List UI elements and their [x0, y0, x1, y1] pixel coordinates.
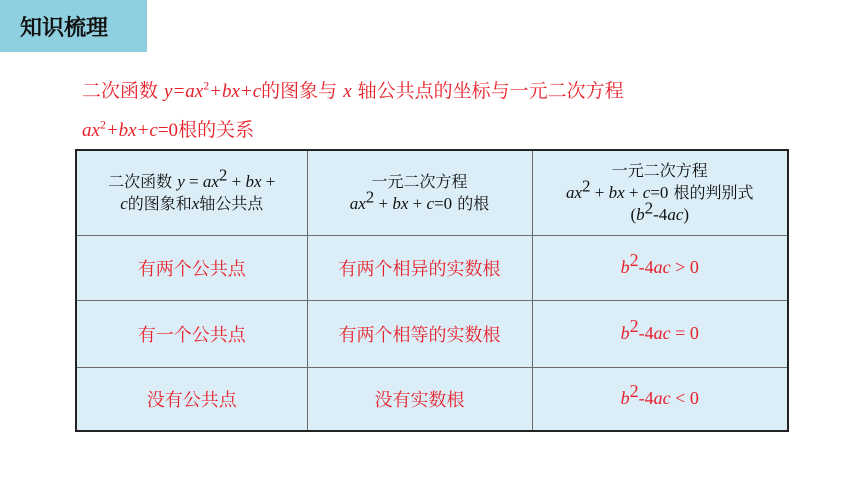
formula-part: b	[620, 323, 630, 343]
formula-part: 根的判别式	[668, 182, 754, 202]
superscript: 2	[629, 381, 639, 402]
formula-part: bx	[608, 182, 625, 202]
intro-text-part: 根的关系	[178, 119, 255, 141]
formula-part: +	[590, 182, 609, 202]
cell-intersection-count: 没有公共点	[76, 367, 307, 431]
formula-part: =0	[157, 120, 179, 141]
cell-discriminant-condition	[532, 300, 788, 367]
formula-part: +bx+c	[105, 120, 158, 141]
header-cell-discriminant	[532, 150, 788, 235]
cell-intersection-count: 有一个公共点	[76, 300, 307, 367]
table-header-row	[76, 150, 788, 235]
formula-part: =0	[650, 182, 669, 202]
formula-part: c	[642, 182, 651, 202]
formula-part: b	[620, 257, 630, 277]
formula-part: +	[261, 171, 276, 191]
formula-part: 的图象和	[127, 193, 192, 213]
superscript: 2	[582, 176, 591, 196]
formula-part: +	[227, 171, 246, 191]
formula-part: c	[426, 193, 435, 213]
formula-part: )	[683, 204, 690, 224]
formula-part: bx	[392, 193, 409, 213]
superscript: 2	[629, 250, 639, 270]
formula-part: +bx+c	[209, 81, 262, 102]
formula-part: +	[374, 193, 393, 213]
formula-part: > 0	[670, 257, 699, 277]
formula-part: ac	[667, 204, 684, 224]
formula-part: ax	[349, 193, 366, 213]
table-row	[76, 300, 788, 367]
formula-part: ac	[653, 388, 671, 409]
formula-part: x	[343, 81, 352, 102]
superscript: 2	[644, 198, 654, 218]
formula-part: +	[408, 193, 427, 213]
formula-part: = 0	[670, 323, 699, 343]
formula-part: ac	[653, 323, 671, 343]
formula-part: x	[191, 193, 200, 213]
superscript: 2	[203, 79, 210, 93]
relation-table	[75, 149, 789, 432]
formula-part: =0	[434, 193, 453, 213]
formula-part: y	[177, 171, 185, 191]
formula-part: ac	[653, 257, 671, 277]
formula-part: -4	[653, 204, 668, 224]
intro-text-part: 二次函数	[82, 80, 165, 102]
formula-part: 二次函数	[108, 171, 178, 191]
cell-root-type: 没有实数根	[307, 367, 532, 431]
table-row	[76, 235, 788, 300]
formula-part: c	[120, 193, 128, 213]
cell-root-type: 有两个相异的实数根	[307, 235, 532, 300]
header-cell-graph-points	[76, 150, 307, 235]
cell-discriminant-condition	[532, 235, 788, 300]
intro-text-part: 轴公共点的坐标与一元二次方程	[351, 80, 624, 102]
cell-discriminant-condition	[532, 367, 788, 431]
cell-root-type: 有两个相等的实数根	[307, 300, 532, 367]
formula-part: 一元二次方程	[371, 171, 468, 191]
formula-part: ax	[82, 120, 100, 141]
header-cell-equation-roots	[307, 150, 532, 235]
formula-part: -4	[638, 257, 654, 277]
formula-part: < 0	[670, 388, 699, 409]
formula-part: 的根	[452, 193, 490, 213]
table-row	[76, 367, 788, 431]
formula-part: 轴公共点	[199, 193, 264, 213]
superscript: 2	[629, 316, 639, 336]
formula-part: b	[620, 388, 630, 409]
formula-part: ax	[565, 182, 583, 202]
formula-part: -4	[638, 388, 654, 409]
formula-part: +	[624, 182, 643, 202]
formula-part: 一元二次方程	[611, 160, 708, 180]
formula-part: b	[636, 204, 645, 224]
formula-part: -4	[638, 323, 654, 343]
superscript: 2	[365, 187, 375, 207]
section-tag: 知识梳理	[0, 0, 147, 52]
intro-text-part: 的图象与	[261, 80, 344, 102]
intro-text	[82, 72, 802, 150]
formula-part: (	[630, 204, 637, 224]
superscript: 2	[218, 165, 228, 185]
formula-part: ax	[202, 171, 219, 191]
formula-part: y=ax	[164, 81, 204, 102]
superscript: 2	[99, 118, 106, 132]
cell-intersection-count: 有两个公共点	[76, 235, 307, 300]
formula-part: bx	[245, 171, 262, 191]
formula-part: =	[184, 171, 203, 191]
